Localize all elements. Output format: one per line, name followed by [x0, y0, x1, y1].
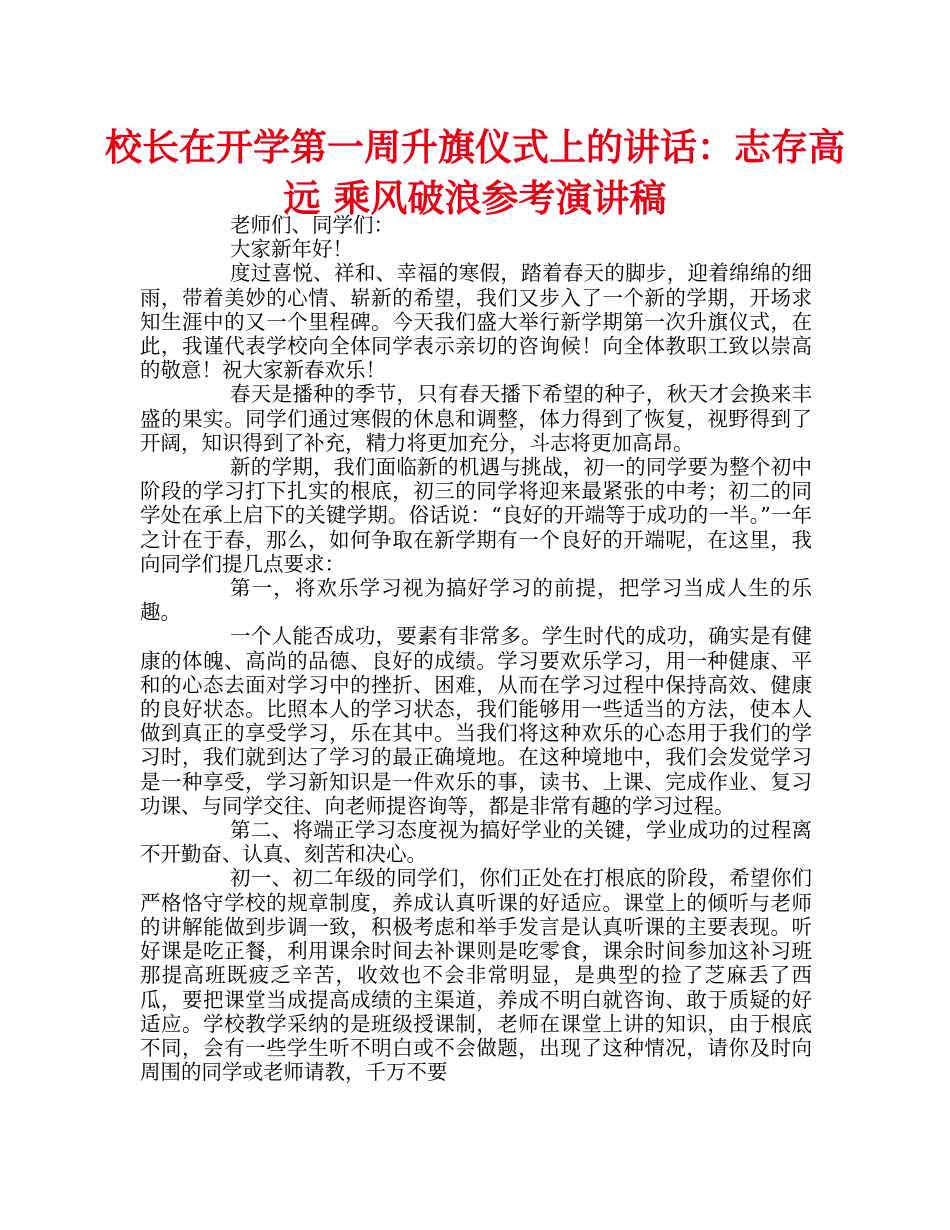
body-paragraph: 一个人能否成功，要素有非常多。学生时代的成功，确实是有健康的体魄、高尚的品德、良好的成绩。学习要欢乐学习，用一种健康、平和的心态去面对学习中的挫折、困难，从而在学习过程中保持高效、健康的良好状态。比照本人的学习状态，我们能够用一些适当的方法，使本人做到真正的享受学习，乐在其中。当我们将这种欢乐的心态用于我们的学习时，我们就到达了学习的最正确境地。在这种境地中，我们会发觉学习是一种享受，学习新知识是一件欢乐的事，读书、上课、完成作业、复习功课、与同学交往、向老师提咨询等，都是非常有趣的学习过程。 — [140, 624, 812, 818]
document-body — [140, 213, 812, 1084]
point-heading: 第一，将欢乐学习视为搞好学习的前提，把学习当成人生的乐趣。 — [140, 576, 812, 625]
body-paragraph: 初一、初二年级的同学们，你们正处在打根底的阶段，希望你们严格恪守学校的规章制度，养成认真听课的好适应。课堂上的倾听与老师的讲解能做到步调一致，积极考虑和举手发言是认真听课的主要表现。听好课是吃正餐，利用课余时间去补课则是吃零食，课余时间参加这补习班那提高班既疲乏辛苦，收效也不会非常明显，是典型的捡了芝麻丢了西瓜，要把课堂当成提高成绩的主渠道，养成不明白就咨询、敢于质疑的好适应。学校教学采纳的是班级授课制，老师在课堂上讲的知识，由于根底不同，会有一些学生听不明白或不会做题，出现了这种情况，请你及时向周围的同学或老师请教，千万不要 — [140, 866, 812, 1085]
point-heading: 第二、将端正学习态度视为搞好学业的关键，学业成功的过程离不开勤奋、认真、刻苦和决心。 — [140, 818, 812, 867]
body-paragraph: 度过喜悦、祥和、幸福的寒假，踏着春天的脚步，迎着绵绵的细雨，带着美妙的心情、崭新的希望，我们又步入了一个新的学期，开场求知生涯中的又一个里程碑。今天我们盛大举行新学期第一次升旗仪式，在此，我谨代表学校向全体同学表示亲切的咨询候！向全体教职工致以崇高的敬意！祝大家新春欢乐！ — [140, 261, 812, 383]
document-title: 校长在开学第一周升旗仪式上的讲话：志存高远 乘风破浪参考演讲稿 — [105, 126, 845, 220]
greeting: 大家新年好！ — [230, 237, 353, 262]
body-paragraph: 新的学期，我们面临新的机遇与挑战，初一的同学要为整个初中阶段的学习打下扎实的根底，初三的同学将迎来最紧张的中考；初二的同学处在承上启下的关键学期。俗话说：“良好的开端等于成功的一半。”一年之计在于春，那么，如何争取在新学期有一个良好的开端呢，在这里，我向同学们提几点要求： — [140, 455, 812, 576]
body-paragraph: 春天是播种的季节，只有春天播下希望的种子，秋天才会换来丰盛的果实。同学们通过寒假的休息和调整，体力得到了恢复，视野得到了开阔，知识得到了补充，精力将更加充分，斗志将更加高昂。 — [140, 382, 812, 455]
salutation: 老师们、同学们： — [230, 213, 394, 237]
